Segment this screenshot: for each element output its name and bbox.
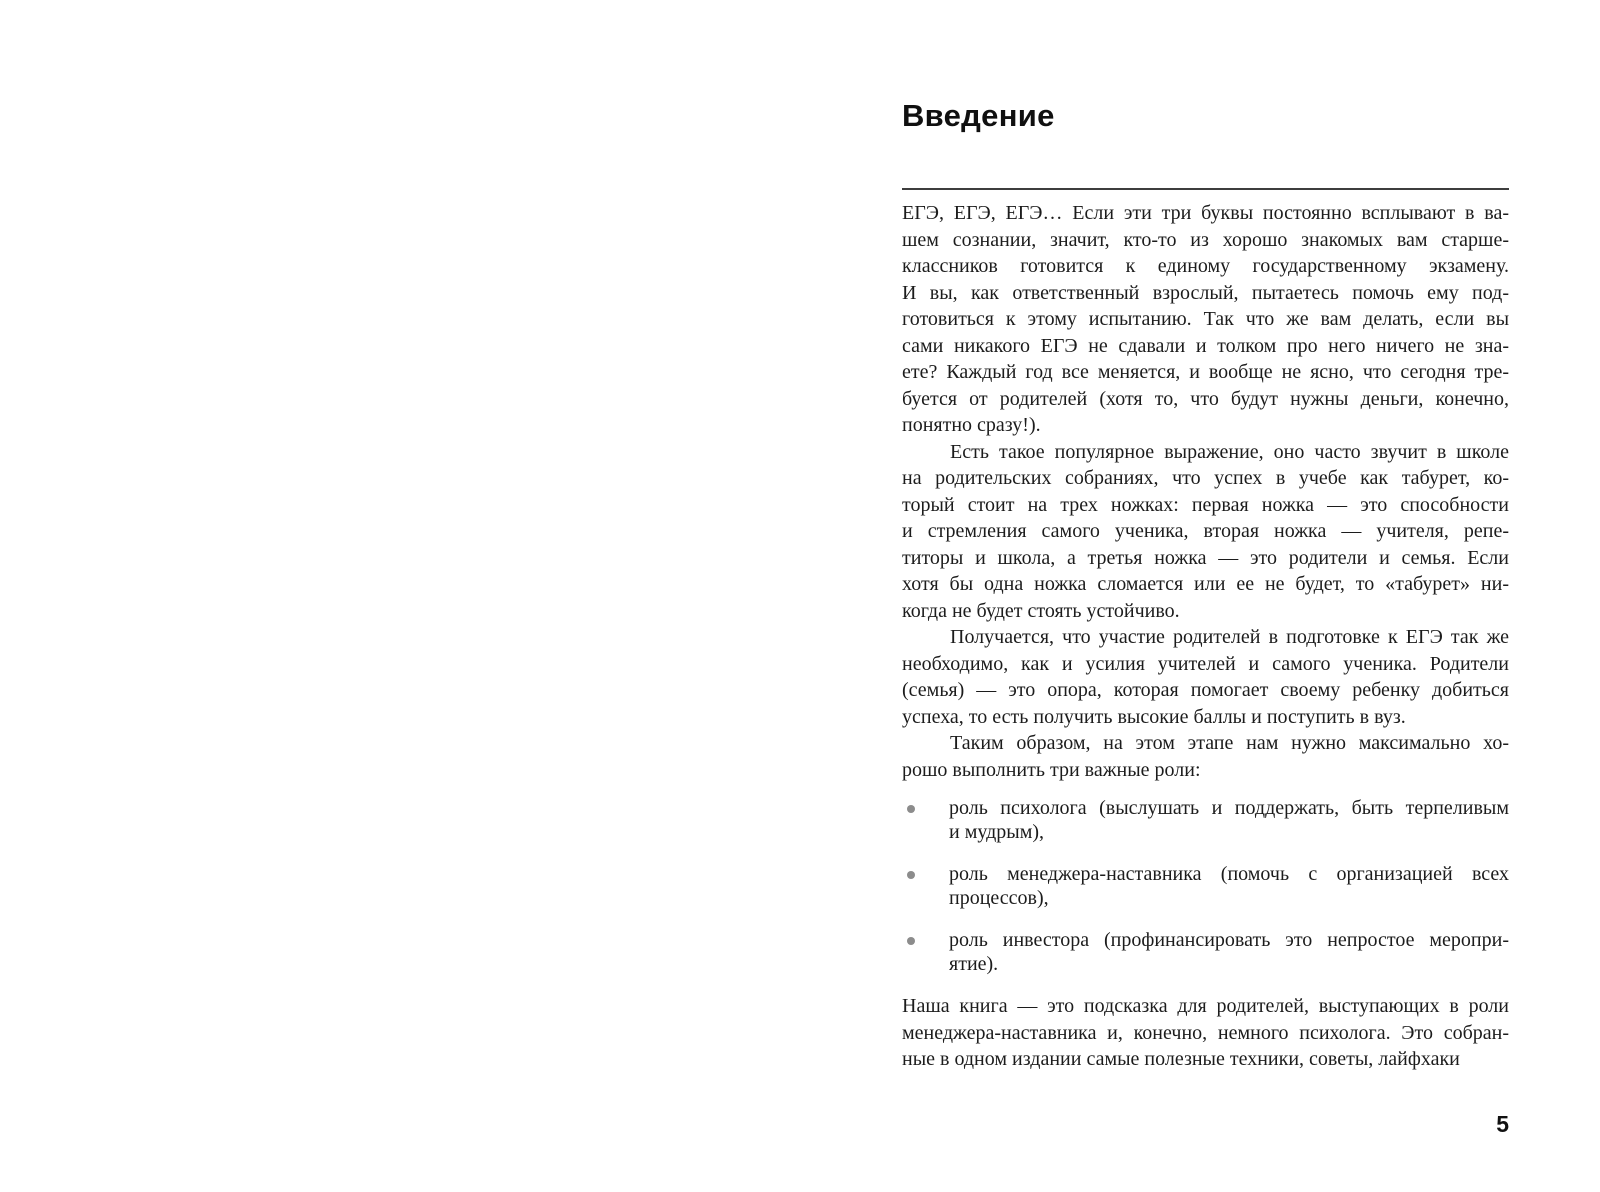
text-line: торый стоит на трех ножках: первая ножка — это способности — [902, 493, 1509, 516]
text-line: понятно сразу!). — [902, 414, 1041, 436]
list-item — [902, 929, 1509, 976]
text-line: рошо выполнить три важные роли: — [902, 758, 1201, 781]
book-page — [902, 0, 1509, 1192]
text-line: Получается, что участие родителей в подготовке к ЕГЭ так же — [950, 626, 1509, 648]
list-item — [902, 863, 1509, 910]
text-line: Таким образом, на этом этапе нам нужно максимально хо- — [950, 732, 1509, 754]
text-line: титоры и школа, а третья ножка — это родители и семья. Если — [902, 546, 1509, 569]
paragraph — [902, 439, 1509, 625]
body-text — [902, 200, 1509, 1073]
text-line: ЕГЭ, ЕГЭ, ЕГЭ… Если эти три буквы постоянно всплывают в ва- — [902, 202, 1509, 224]
text-line: роль менеджера-наставника (помочь с организацией всех — [949, 863, 1509, 885]
text-line: Есть такое популярное выражение, оно часто звучит в школе — [950, 440, 1509, 463]
text-line: классников готовится к единому государственному экзамену. — [902, 255, 1509, 277]
page-number: 5 — [1496, 1111, 1509, 1137]
bullet-list — [902, 797, 1509, 976]
text-line: на родительских собраниях, что успех в учебе как табурет, ко- — [902, 467, 1509, 489]
list-item — [902, 797, 1509, 844]
text-line: менеджера-наставника и, конечно, немного психолога. Это собран- — [902, 1021, 1509, 1044]
text-line: И вы, как ответственный взрослый, пытаетесь помочь ему под- — [902, 281, 1509, 304]
heading-rule — [902, 188, 1509, 190]
text-line: шем сознании, значит, кто-то из хорошо знакомых вам старше- — [902, 228, 1509, 251]
text-line: готовиться к этому испытанию. Так что же вам делать, если вы — [902, 308, 1509, 330]
text-line: (семья) — это опора, которая помогает своему ребенку добиться — [902, 679, 1509, 701]
paragraph — [902, 730, 1509, 783]
text-line: сами никакого ЕГЭ не сдавали и толком про него ничего не зна- — [902, 334, 1509, 357]
text-line: когда не будет стоять устойчиво. — [902, 599, 1180, 622]
bullet-icon — [907, 805, 915, 813]
list-item-text — [949, 863, 1509, 910]
text-line: Наша книга — это подсказка для родителей, выступающих в роли — [902, 995, 1509, 1017]
bullet-icon — [907, 937, 915, 945]
bullet-icon — [907, 871, 915, 879]
text-line: роль психолога (выслушать и поддержать, быть терпеливым — [949, 797, 1509, 819]
text-line: успеха, то есть получить высокие баллы и поступить в вуз. — [902, 705, 1406, 728]
paragraph — [902, 200, 1509, 439]
list-item-text — [949, 797, 1509, 844]
text-line: ные в одном издании самые полезные техники, советы, лайфхаки — [902, 1048, 1460, 1070]
chapter-title: Введение — [902, 98, 1055, 133]
text-line: ете? Каждый год все меняется, и вообще не ясно, что сегодня тре- — [902, 361, 1509, 383]
text-line: и мудрым), — [949, 820, 1045, 843]
text-line: и стремления самого ученика, вторая ножка — учителя, репе- — [902, 520, 1509, 542]
paragraph — [902, 993, 1509, 1073]
text-line: буется от родителей (хотя то, что будут нужны деньги, конечно, — [902, 387, 1509, 410]
list-item-text — [949, 929, 1509, 976]
text-line: роль инвестора (профинансировать это непростое меропри- — [949, 929, 1509, 951]
text-line: хотя бы одна ножка сломается или ее не будет, то «табурет» ни- — [902, 573, 1509, 595]
text-line: процессов), — [949, 886, 1049, 909]
text-line: ятие). — [949, 952, 999, 975]
text-line: необходимо, как и усилия учителей и самого ученика. Родители — [902, 652, 1509, 675]
paragraph — [902, 624, 1509, 730]
